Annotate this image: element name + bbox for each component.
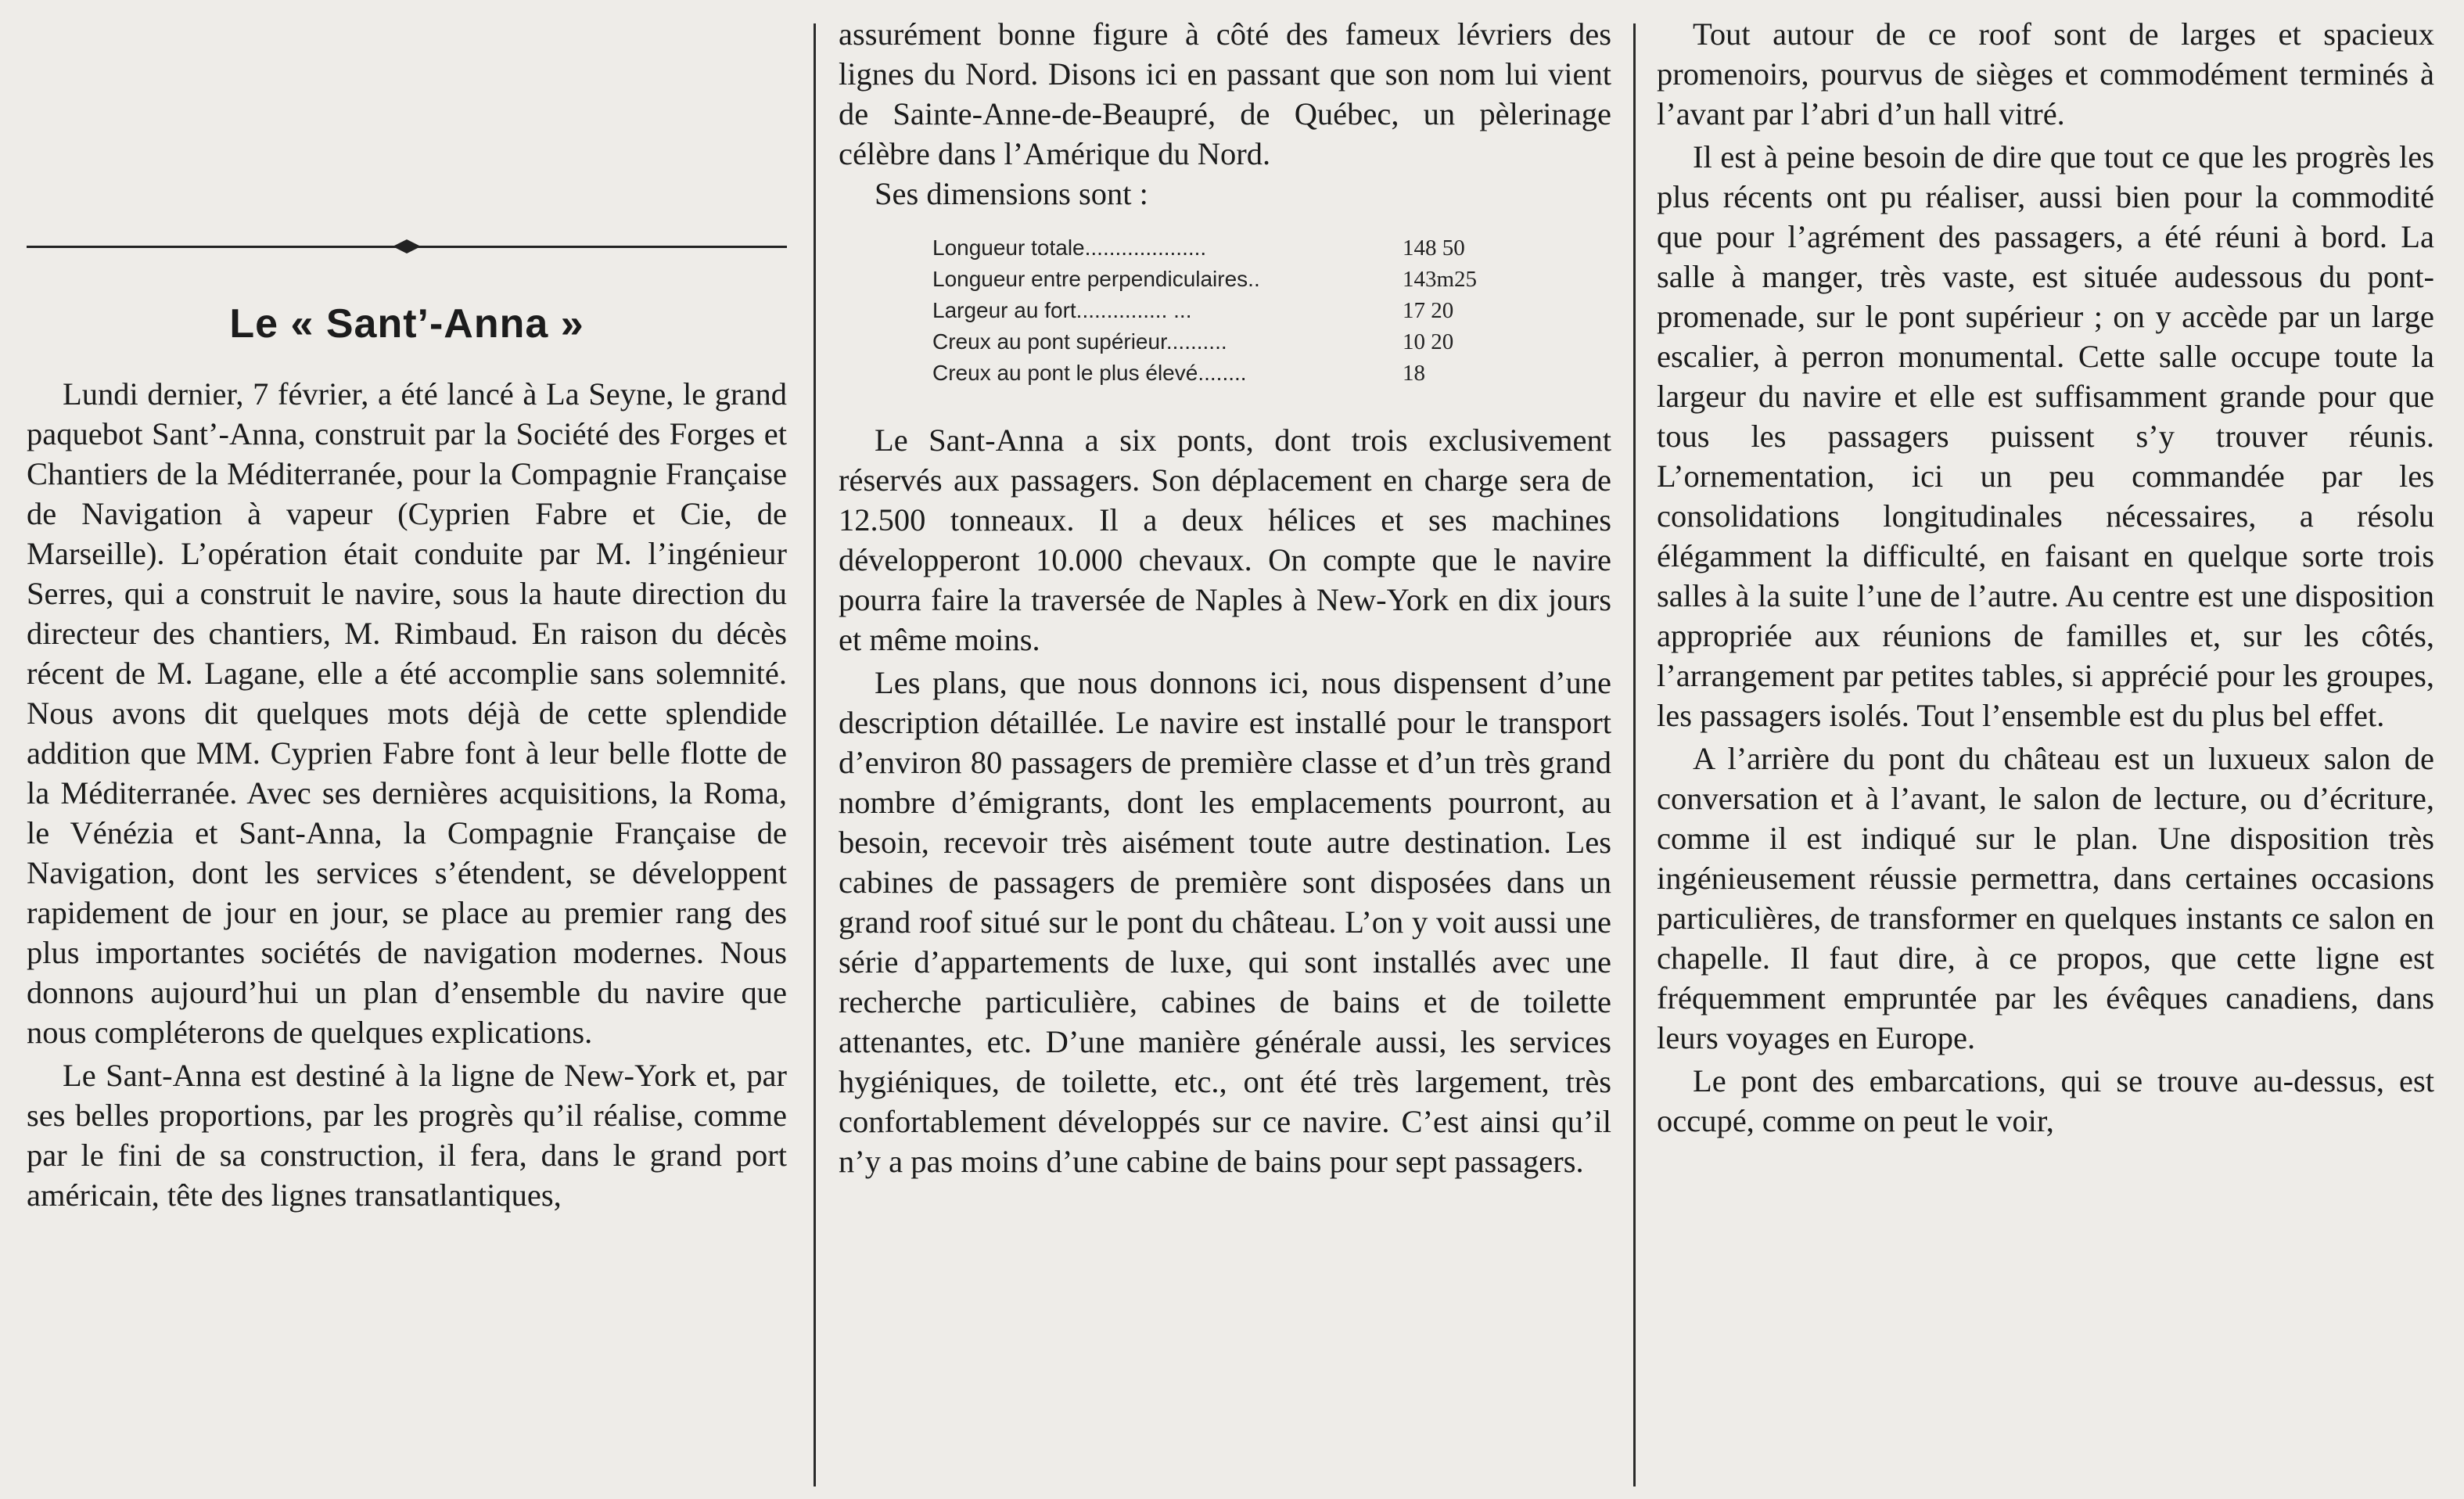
paragraph: Tout autour de ce roof sont de larges et spacieux promenoirs, pourvus de sièges et commodément terminés à l’avant par l’abri d’un hall vitré. xyxy=(1657,16,2434,131)
table-row xyxy=(932,358,1477,389)
article-title: Le « Sant’-Anna » xyxy=(229,301,584,347)
dimension-value: 143m25 xyxy=(1403,267,1478,292)
dimension-label: Creux au pont le plus élevé........ xyxy=(932,361,1247,385)
paragraph: Le Sant-Anna a six ponts, dont trois exclusivement réservés aux passagers. Son déplacement en charge sera de 12.500 tonneaux. Il a deux hélices et ses machines développeront 10.000 chevaux. On compte que le navire pourra faire la traversée de Naples à New-York en dix jours et même moins. xyxy=(839,422,1611,657)
table-row xyxy=(932,295,1477,326)
dimension-label: Longueur totale.................... xyxy=(932,235,1207,260)
dimension-value: 17 20 xyxy=(1403,298,1454,323)
diamond-ornament-icon xyxy=(393,239,421,253)
dimension-label: Largeur au fort............... ... xyxy=(932,298,1192,322)
table-row xyxy=(932,326,1477,358)
column-rule xyxy=(1633,23,1636,1486)
paragraph: Le Sant-Anna est destiné à la ligne de New-York et, par ses belles proportions, par les progrès qu’il réalise, comme par le fini de sa construction, il fera, dans le grand port américain, tête des lignes transatlantiques, xyxy=(27,1058,787,1213)
dimension-label: Longueur entre perpendiculaires.. xyxy=(932,267,1260,291)
column-rule xyxy=(814,23,816,1486)
table-row xyxy=(932,264,1477,295)
paragraph: A l’arrière du pont du château est un luxueux salon de conversation et à l’avant, le salon de lecture, ou d’écriture, comme il est indiqué sur le plan. Une disposition très ingénieusement réussie permettra, dans certaines occasions particulières, de transformer en quelques instants ce salon en chapelle. Il faut dire, à ce propos, que cette ligne est fréquemment empruntée par les évêques canadiens, dans leurs voyages en Europe. xyxy=(1657,741,2434,1055)
ornamental-rule xyxy=(27,232,787,263)
paragraph: Les plans, que nous donnons ici, nous dispensent d’une description détaillée. Le navire est installé pour le transport d’environ 80 passagers de première classe et d’un très grand nombre d’émigrants, dont les emplacements pourront, au besoin, recevoir très aisément toute autre destination. Les cabines de passagers de première sont disposées dans un grand roof situé sur le pont du château. L’on y voit aussi une série d’appartements de luxe, qui sont installés avec une recherche particulière, cabines de bains et de toilette attenantes, etc. D’une manière générale aussi, les services hygiéniques, de toilette, etc., ont été très largement, très confortablement développés sur ce navire. C’est ainsi qu’il n’y a pas moins d’une cabine de bains pour sept passagers. xyxy=(839,665,1611,1179)
column-3 xyxy=(1657,14,2434,1141)
dimension-value: 148 50 xyxy=(1403,235,1465,261)
dimension-value: 10 20 xyxy=(1403,329,1454,354)
dimensions-intro: Ses dimensions sont : xyxy=(875,176,1148,211)
table-row xyxy=(932,232,1477,264)
paragraph: assurément bonne figure à côté des fameux lévriers des lignes du Nord. Disons ici en passant que son nom lui vient de Sainte-Anne-de-Beaupré, de Québec, un pèlerinage célèbre dans l’Amérique du Nord. xyxy=(839,16,1611,171)
column-2 xyxy=(839,14,1611,1181)
paragraph: Il est à peine besoin de dire que tout ce que les progrès les plus récents ont pu réaliser, aussi bien pour la commodité que pour l’agrément des passagers, a été réuni à bord. La salle à manger, très vaste, est située audessous du pont-promenade, sur le pont supérieur ; on y accède par un large escalier, à perron monumental. Cette salle occupe toute la largeur du navire et elle est suffisamment grande pour que tous les passagers puissent s’y trouver réunis. L’ornementation, ici un peu commandée par les consolidations longitudinales nécessaires, a résolu élégamment la difficulté, en faisant en quelque sorte trois salles à la suite l’une de l’autre. Au centre est une disposition appropriée aux réunions de familles et, sur les côtés, l’arrangement par petites tables, si apprécié pour les groupes, les passagers isolés. Tout l’ensemble est du plus bel effet. xyxy=(1657,139,2434,733)
paragraph: Lundi dernier, 7 février, a été lancé à La Seyne, le grand paquebot Sant’-Anna, construit par la Société des Forges et Chantiers de la Méditerranée, pour la Compagnie Française de Navigation à vapeur (Cyprien Fabre et Cie, de Marseille). L’opération était conduite par M. l’ingénieur Serres, qui a construit le navire, sous la haute direction du directeur des chantiers, M. Rimbaud. En raison du décès récent de M. Lagane, elle a été accomplie sans solemnité. Nous avons dit quelques mots déjà de cette splendide addition que MM. Cyprien Fabre font à leur belle flotte de la Méditerranée. Avec ses dernières acquisitions, la Roma, le Vénézia et Sant-Anna, la Compagnie Française de Navigation, dont les services s’étendent, se développent rapidement de jour en jour, se place au premier rang des plus importantes sociétés de navigation modernes. Nous donnons aujourd’hui un plan d’ensemble du navire que nous compléterons de quelques explications. xyxy=(27,376,787,1050)
dimension-value: 18 xyxy=(1403,361,1425,386)
paragraph: Le pont des embarcations, qui se trouve au-dessus, est occupé, comme on peut le voir, xyxy=(1657,1063,2434,1138)
dimension-label: Creux au pont supérieur.......... xyxy=(932,329,1227,354)
column-1 xyxy=(27,14,787,1215)
dimensions-table xyxy=(932,232,1477,389)
